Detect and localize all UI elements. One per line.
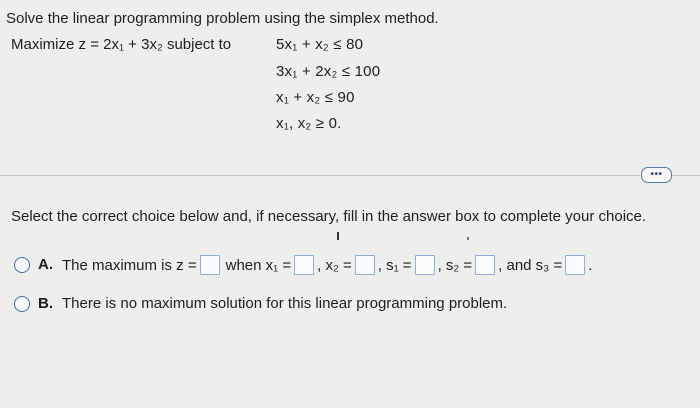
option-a-text-x1: when x₁ = (225, 256, 292, 274)
option-b-letter: B. (38, 295, 53, 312)
show-more-button[interactable]: ••• (641, 167, 672, 183)
constraint-1: 5x₁ + x₂ ≤ 80 (276, 36, 364, 53)
answer-box-x1[interactable] (294, 255, 314, 275)
section-divider (0, 175, 640, 176)
stray-mark (467, 237, 469, 240)
answer-box-x2[interactable] (355, 255, 375, 275)
objective-prefix: Maximize z (11, 36, 87, 53)
answer-box-z[interactable] (200, 255, 220, 275)
constraint-nonnegativity: x₁, x₂ ≥ 0. (276, 115, 342, 132)
option-a-text-x2: , x₂ = (317, 256, 352, 274)
option-a-text-s2: , s₂ = (437, 256, 473, 274)
option-a-text-end: . (588, 256, 593, 274)
objective-expression: = 2x₁ + 3x₂ subject to (90, 36, 232, 53)
option-a-letter: A. (38, 256, 53, 273)
question-title: Solve the linear programming problem using the simplex method. (6, 10, 439, 27)
objective-line (11, 36, 231, 53)
option-a-row (62, 255, 592, 275)
option-a-radio[interactable] (14, 257, 30, 273)
option-a-text-s1: , s₁ = (377, 256, 412, 274)
instruction-prompt: Select the correct choice below and, if necessary, fill in the answer box to complete your choice. (11, 208, 647, 225)
option-a-text-s3: , and s₃ = (498, 256, 563, 274)
option-b-text: There is no maximum solution for this linear programming problem. (62, 295, 508, 312)
section-divider-right (672, 175, 700, 176)
constraint-2: 3x₁ + 2x₂ ≤ 100 (276, 63, 381, 80)
option-a-text-max: The maximum is z = (62, 256, 197, 274)
answer-box-s2[interactable] (475, 255, 495, 275)
answer-box-s3[interactable] (565, 255, 585, 275)
mouse-cursor-icon (337, 232, 339, 240)
constraint-3: x₁ + x₂ ≤ 90 (276, 89, 355, 106)
answer-box-s1[interactable] (415, 255, 435, 275)
option-b-radio[interactable] (14, 296, 30, 312)
